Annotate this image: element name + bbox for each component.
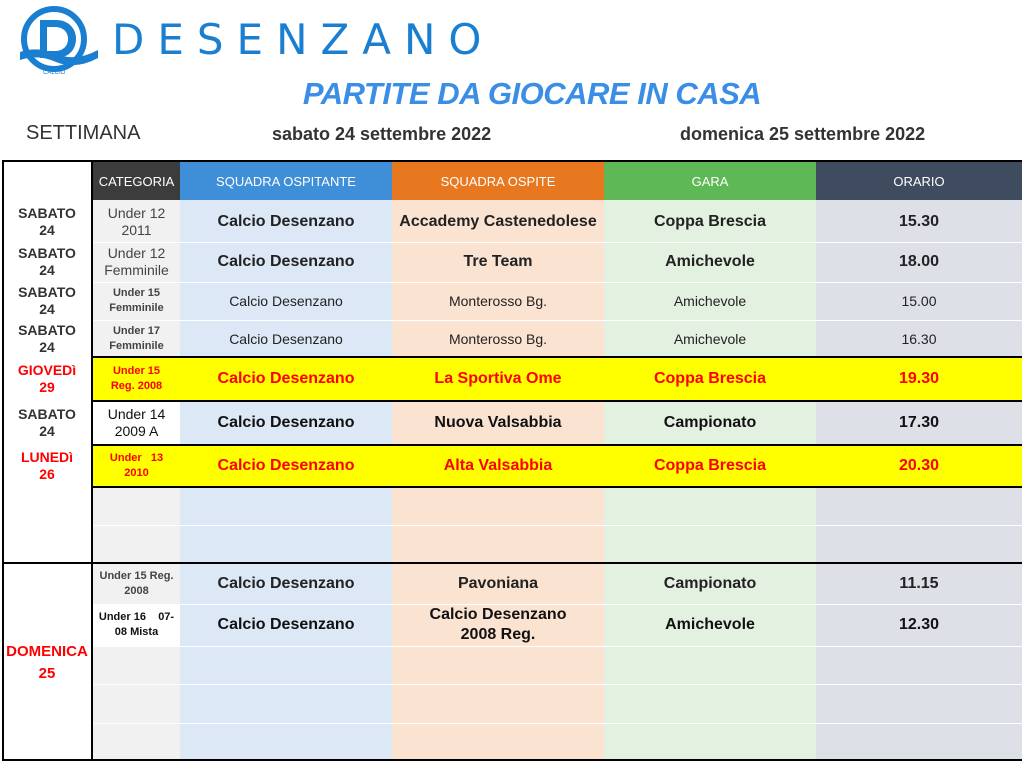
home-team-cell: Calcio Desenzano bbox=[217, 253, 355, 270]
table-row-highlighted bbox=[2, 358, 1022, 400]
away-team-cell: Monterosso Bg. bbox=[448, 330, 548, 347]
day-cell: SABATO 24 bbox=[18, 406, 76, 439]
schedule-table bbox=[2, 160, 1022, 761]
home-team-cell: Calcio Desenzano bbox=[180, 446, 392, 486]
match-type-cell: Coppa Brescia bbox=[604, 446, 816, 486]
header-home-team: SQUADRA OSPITANTE bbox=[180, 162, 392, 200]
day-cell: GIOVEDì 29 bbox=[17, 362, 77, 395]
time-cell: 17.30 bbox=[898, 414, 940, 431]
week-label: SETTIMANA bbox=[26, 122, 141, 144]
away-team-cell: Calcio Desenzano 2008 Reg. bbox=[429, 606, 567, 643]
home-team-cell: Calcio Desenzano bbox=[229, 330, 343, 347]
table-row bbox=[2, 242, 1022, 282]
day-cell: SABATO 24 bbox=[18, 245, 76, 278]
category-cell: Under 13 2010 bbox=[93, 446, 180, 486]
home-team-cell: Calcio Desenzano bbox=[229, 293, 343, 309]
away-team-cell: La Sportiva Ome bbox=[392, 358, 604, 400]
category-cell: Under 12 Femminile bbox=[104, 245, 169, 278]
match-type-cell: Coppa Brescia bbox=[653, 213, 767, 230]
header-away-team: SQUADRA OSPITE bbox=[392, 162, 604, 200]
table-row bbox=[2, 202, 1022, 242]
sunday-day-cell: DOMENICA 25 bbox=[6, 642, 88, 682]
logo-caption: CALCIO bbox=[43, 70, 66, 76]
header-categoria: CATEGORIA bbox=[93, 162, 180, 200]
table-row bbox=[2, 282, 1022, 320]
category-cell: Under 15 Reg. 2008 bbox=[99, 570, 174, 597]
day-cell: SABATO 24 bbox=[18, 205, 76, 238]
category-cell: Under 15 Femminile bbox=[109, 287, 164, 314]
away-team-cell: Pavoniana bbox=[457, 575, 539, 592]
match-type-cell: Amichevole bbox=[665, 616, 755, 633]
time-cell: 15.00 bbox=[901, 293, 937, 309]
match-type-cell: Campionato bbox=[663, 414, 757, 431]
day-cell: SABATO 24 bbox=[18, 284, 76, 317]
category-cell: Under 15 Reg. 2008 bbox=[93, 358, 180, 400]
home-team-cell: Calcio Desenzano bbox=[217, 616, 355, 633]
match-type-cell: Amichevole bbox=[665, 253, 755, 270]
desenzano-logo bbox=[18, 6, 100, 76]
time-cell: 15.30 bbox=[898, 213, 940, 230]
brand-name: DESENZANO bbox=[112, 15, 495, 64]
away-team-cell: Monterosso Bg. bbox=[448, 293, 548, 309]
category-cell: Under 17 Femminile bbox=[109, 324, 164, 352]
time-cell: 19.30 bbox=[816, 358, 1022, 400]
away-team-cell: Tre Team bbox=[463, 253, 533, 270]
category-cell: Under 14 2009 A bbox=[93, 402, 180, 444]
away-team-cell: Nuova Valsabbia bbox=[434, 414, 562, 431]
table-row bbox=[2, 564, 1022, 604]
time-cell: 18.00 bbox=[898, 253, 940, 270]
time-cell: 11.15 bbox=[899, 575, 939, 592]
match-type-cell: Campionato bbox=[663, 575, 757, 592]
saturday-date: sabato 24 settembre 2022 bbox=[272, 124, 492, 144]
home-team-cell: Calcio Desenzano bbox=[180, 358, 392, 400]
away-team-cell: Accademy Castenedolese bbox=[399, 213, 597, 230]
category-cell: Under 16 07- 08 Mista bbox=[93, 604, 180, 646]
time-cell: 20.30 bbox=[816, 446, 1022, 486]
time-cell: 16.30 bbox=[901, 330, 937, 347]
table-row bbox=[2, 402, 1022, 444]
day-cell: SABATO 24 bbox=[18, 321, 76, 355]
category-cell: Under 12 2011 bbox=[107, 205, 166, 238]
home-team-cell: Calcio Desenzano bbox=[217, 414, 355, 431]
sunday-date: domenica 25 settembre 2022 bbox=[680, 124, 926, 144]
home-team-cell: Calcio Desenzano bbox=[217, 213, 355, 230]
match-type-cell: Amichevole bbox=[673, 293, 747, 309]
match-type-cell: Coppa Brescia bbox=[604, 358, 816, 400]
away-team-cell: Alta Valsabbia bbox=[392, 446, 604, 486]
table-row-highlighted bbox=[2, 446, 1022, 486]
day-cell: LUNEDì 26 bbox=[20, 449, 74, 482]
time-cell: 12.30 bbox=[898, 616, 940, 633]
table-row bbox=[2, 604, 1022, 646]
table-row bbox=[2, 320, 1022, 357]
home-team-cell: Calcio Desenzano bbox=[217, 575, 355, 592]
page-title: PARTITE DA GIOCARE IN CASA bbox=[302, 76, 762, 111]
header-gara: GARA bbox=[604, 162, 816, 200]
header-orario: ORARIO bbox=[816, 162, 1022, 200]
match-type-cell: Amichevole bbox=[673, 330, 747, 347]
